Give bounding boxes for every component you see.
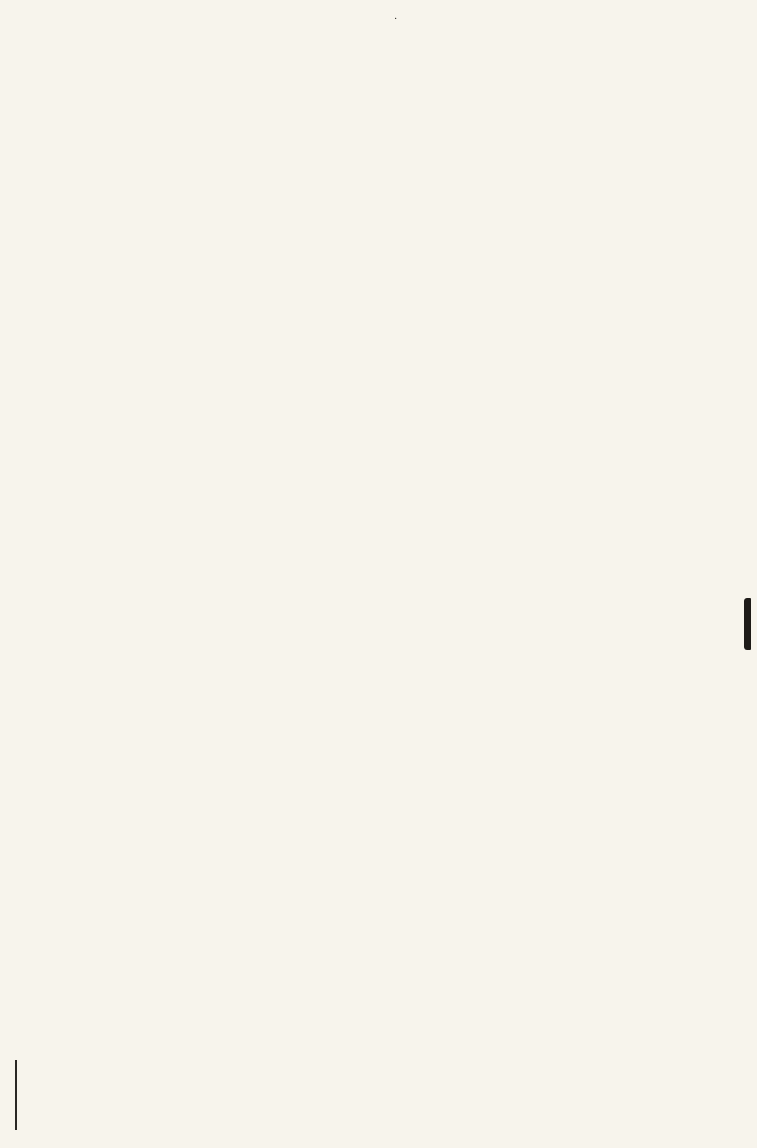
section-title	[200, 258, 208, 276]
speck: ·	[394, 14, 398, 25]
margin-rule	[15, 1060, 17, 1130]
edge-mark	[744, 598, 751, 650]
